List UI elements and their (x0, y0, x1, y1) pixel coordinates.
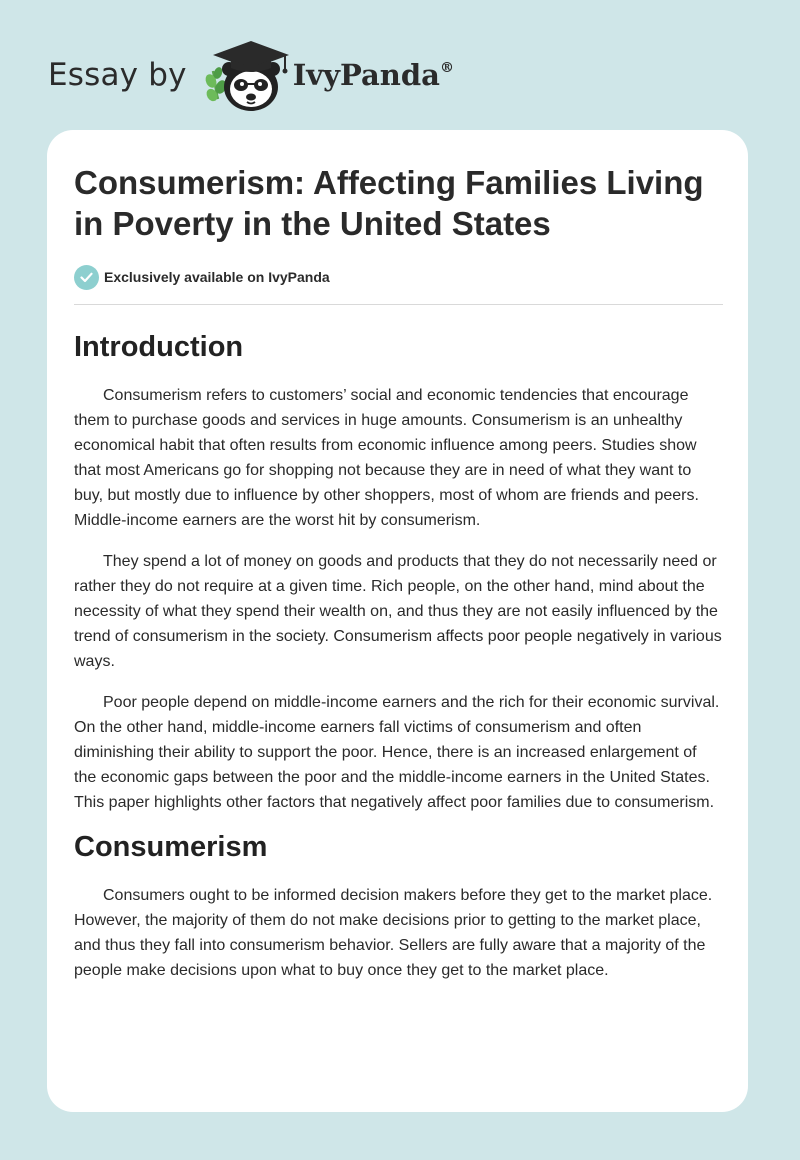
divider (74, 304, 723, 305)
exclusive-text: Exclusively available on IvyPanda (104, 269, 330, 285)
section-heading-introduction: Introduction (74, 331, 244, 363)
paragraph: Consumers ought to be informed decision makers before they get to the market place. However, the majority of them do not make decisions prior to getting to the market place, and thus they fall into consumerism behavior. Sellers are fully aware that a majority of the people make decisions upon what to buy once they get to the market place. (74, 887, 713, 979)
article-title: Consumerism: Affecting Families Living in Poverty in the United States (74, 164, 704, 242)
site-header (48, 30, 454, 120)
article-body (74, 162, 723, 983)
panda-graduate-logo-icon[interactable] (201, 35, 301, 115)
essay-by-label: Essay by (48, 57, 187, 93)
brand-name[interactable]: IvyPanda® (292, 58, 454, 92)
section-heading-consumerism: Consumerism (74, 831, 268, 863)
paragraph: They spend a lot of money on goods and products that they do not necessarily need or rather they do not require at a given time. Rich people, on the other hand, mind about the necessity of what they spend their wealth on, and thus they are not easily influenced by the trend of consumerism in the society. Consumerism affects poor people negatively in various ways. (74, 553, 722, 670)
check-icon (74, 265, 99, 290)
registered-mark: ® (439, 60, 454, 76)
article-card (47, 130, 748, 1112)
paragraph: Consumerism refers to customers’ social and economic tendencies that encourage them to purchase goods and services in huge amounts. Consumerism is an unhealthy economical habit that often results from economic influence among peers. Studies show that most Americans go for shopping not because they are in need of what they want to buy, but mostly due to influence by other shoppers, most of whom are friends and peers. Middle-income earners are the worst hit by consumerism. (74, 387, 699, 529)
exclusive-badge (74, 264, 723, 290)
paragraph: Poor people depend on middle-income earners and the rich for their economic survival. On the other hand, middle-income earners fall victims of consumerism and often diminishing their ability to support the poor. Hence, there is an increased enlargement of the economic gaps between the poor and the middle-income earners in the United States. This paper highlights other factors that negatively affect poor families due to consumerism. (74, 694, 720, 811)
